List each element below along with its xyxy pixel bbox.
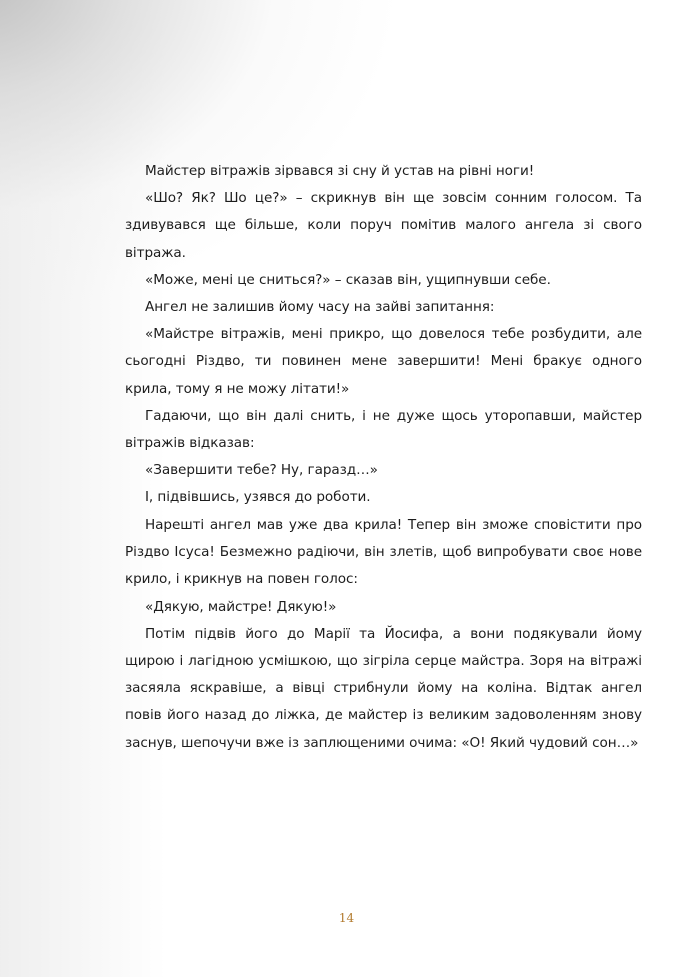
paragraph: І, підвівшись, узявся до роботи. [145, 489, 371, 506]
paragraph: «Майстре вітражів, мені прикро, що довелося тебе розбудити, але сьогодні Різдво, ти повинен мене завершити! Мені бракує одного крила, тому я не можу літати!» [125, 326, 642, 397]
paragraph: Потім підвів його до Марії та Йосифа, а вони подякували йому щирою і лагідною усмішкою, що зігріла серце майстра. Зоря на вітражі засяяла яскравіше, а вівці стрибнули йому на коліна. Відтак ангел повів його назад до ліжка, де майстер із великим задоволенням знову заснув, шепочучи вже із заплющеними очима: «О! Який чудовий сон…» [125, 625, 642, 751]
paragraph: «Може, мені це сниться?» – сказав він, ущипнувши себе. [145, 271, 551, 288]
paragraph: Майстер вітражів зірвався зі сну й устав на рівні ноги! [145, 163, 535, 179]
text-section-1 [125, 158, 642, 512]
paragraph: Ангел не залишив йому часу на зайві запитання: [145, 299, 495, 316]
page-number: 14 [338, 911, 355, 925]
text-section-2 [125, 512, 642, 757]
paragraph: «Шо? Як? Шо це?» – скрикнув він ще зовсім сонним голосом. Та здивувався ще більше, коли поруч помітив малого ангела зі свого вітража. [125, 190, 642, 261]
paragraph: Гадаючи, що він далі снить, і не дуже щось уторопавши, майстер вітражів відказав: [125, 407, 642, 452]
paragraph: «Завершити тебе? Ну, гаразд…» [145, 462, 378, 479]
paragraph: «Дякую, майстре! Дякую!» [145, 598, 337, 615]
paragraph: Нарешті ангел мав уже два крила! Тепер він зможе сповістити про Різдво Ісуса! Безмежно радіючи, він злетів, щоб випробувати своє нове крило, і крикнув на повен голос: [125, 517, 642, 588]
